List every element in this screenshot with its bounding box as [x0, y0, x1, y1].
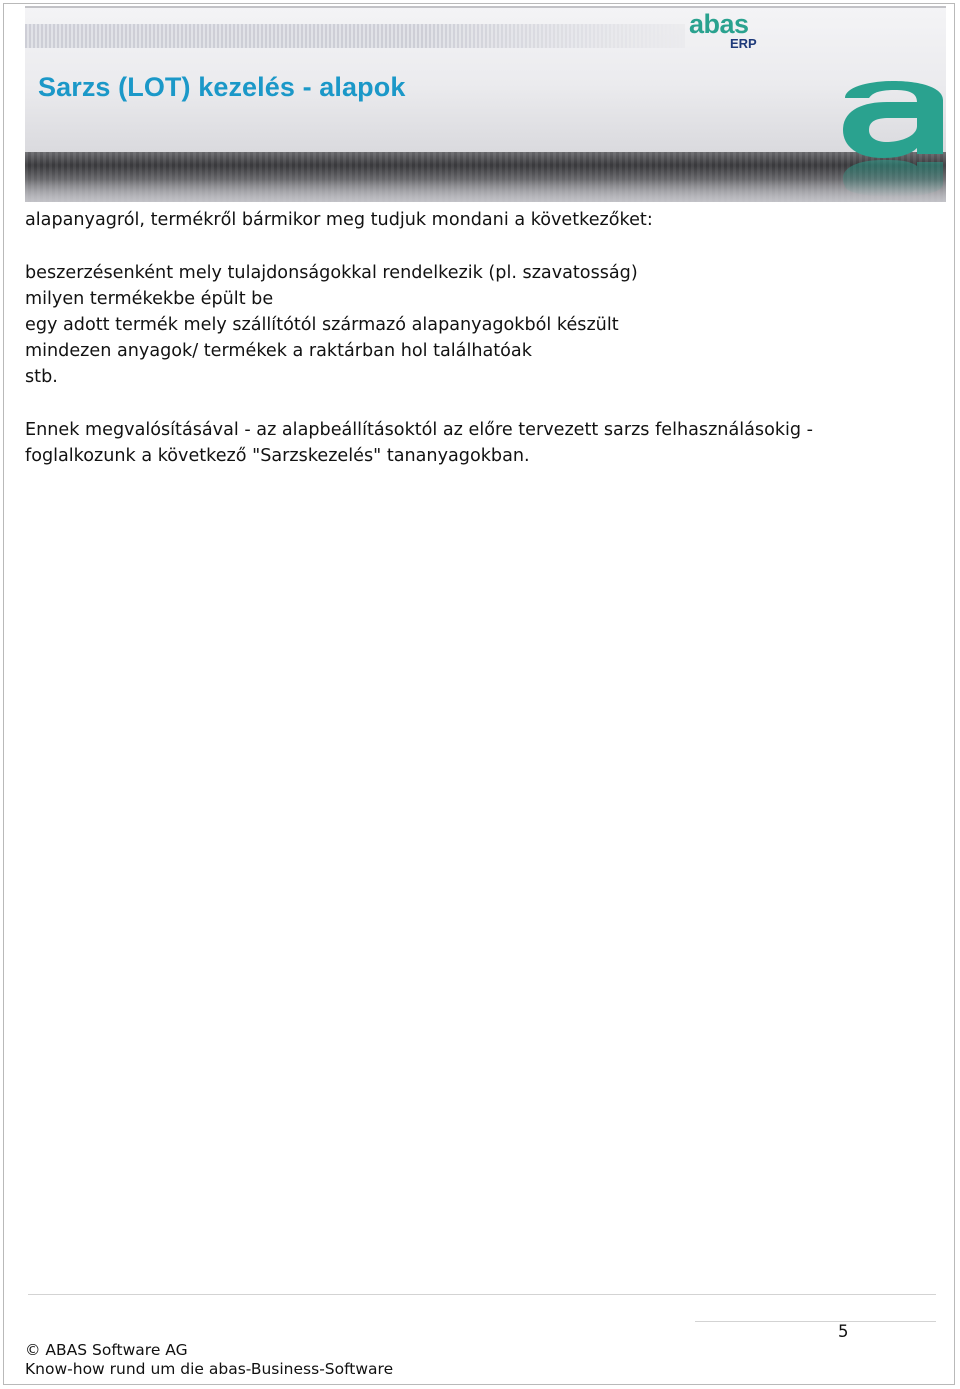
page-number-divider	[695, 1321, 936, 1322]
closing-paragraph-line: foglalkozunk a következő "Sarzskezelés" tananyagokban.	[25, 446, 530, 466]
intro-text: alapanyagról, termékről bármikor meg tudjuk mondani a következőket:	[25, 210, 653, 230]
page-title: Sarzs (LOT) kezelés - alapok	[38, 72, 406, 102]
banner-stripes	[25, 24, 685, 48]
banner-fade	[25, 166, 946, 202]
footer-divider	[28, 1294, 936, 1295]
list-item: beszerzésenként mely tulajdonságokkal rendelkezik (pl. szavatosság)	[25, 263, 638, 283]
page-number: 5	[838, 1322, 849, 1341]
closing-paragraph-line: Ennek megvalósításával - az alapbeállításoktól az előre tervezett sarzs felhasználásokig -	[25, 420, 814, 440]
banner-top-line	[25, 6, 946, 8]
footer-copyright: © ABAS Software AG	[25, 1341, 188, 1359]
header-banner	[25, 6, 946, 202]
list-item: mindezen anyagok/ termékek a raktárban hol találhatóak	[25, 341, 532, 361]
abas-erp-logo	[689, 10, 779, 50]
footer-tagline: Know-how rund um die abas-Business-Software	[25, 1360, 394, 1378]
logo-product-text: ERP	[730, 36, 757, 50]
list-item: milyen termékekbe épült be	[25, 289, 274, 309]
list-item: egy adott termék mely szállítótól származó alapanyagokból készült	[25, 315, 619, 335]
list-item: stb.	[25, 367, 58, 387]
logo-brand-text: abas	[689, 10, 749, 39]
abas-a-mark-icon	[835, 70, 946, 202]
